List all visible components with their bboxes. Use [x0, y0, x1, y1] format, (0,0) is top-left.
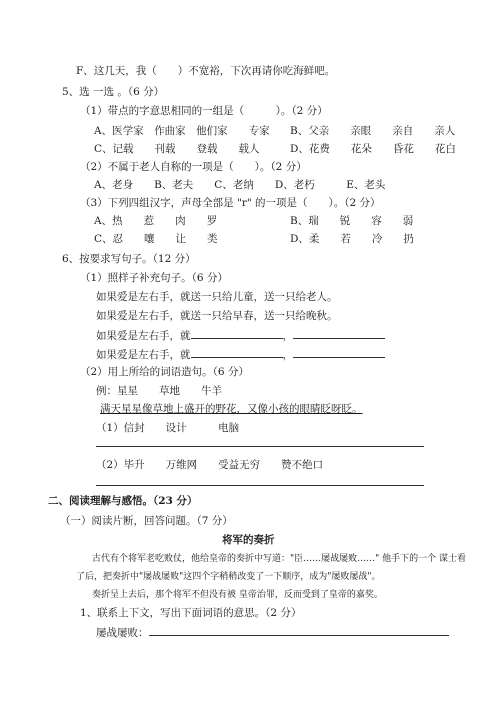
reading-question-1: 1、联系上下文，写出下面词语的意思。（2 分） [80, 607, 302, 619]
part-1-heading: （一）阅读片断，回答问题。（7 分） [60, 515, 233, 527]
option-5-1-b: B、父亲 亲眼 亲自 亲人 [290, 125, 456, 137]
example-line-1: 如果爱是左右手，就送一只给儿童，送一只给老人。 [96, 291, 338, 303]
term-line [96, 625, 449, 640]
option-5-3-d: D、柔 若 冷 扔 [290, 233, 414, 245]
question-6-2-prompt: （2）用上所给的词语造句。（6 分） [80, 366, 249, 378]
answer-blank[interactable] [149, 625, 449, 636]
question-6-1-prompt: （1）照样子补充句子。（6 分） [80, 272, 228, 284]
question-5-1-prompt: （1）带点的字意思相同的一组是（ ）。（2 分） [80, 105, 328, 117]
fill-line-2 [96, 347, 385, 362]
passage-para-1a: 古代有个将军老吃败仗，他给皇帝的奏折中写道："臣……屡战屡败……" 他手下的一个 谋士看 [92, 554, 467, 564]
question-5-2-prompt: （2）不属于老人自称的一项是（ ）。（2 分） [80, 161, 307, 173]
question-6-title: 6、按要求写句子。（12 分） [62, 253, 196, 265]
passage-title: 将军的奏折 [222, 534, 275, 546]
option-5-3-c: C、忍 嚷 让 类 [94, 233, 218, 245]
answer-blank[interactable] [191, 347, 283, 358]
passage-para-2: 奏折呈上去后，那个将军不但没有被 皇帝治罪，反而受到了皇帝的嘉奖。 [92, 590, 383, 600]
fill-line-1 [96, 328, 385, 343]
question-4f: F、这几天，我（ ）不宽裕，下次再请你吃海鲜吧。 [76, 65, 336, 77]
option-5-1-c: C、记载 刊载 登载 载人 [94, 143, 260, 155]
answer-blank[interactable] [293, 328, 385, 339]
passage-para-1b: 了后，把奏折中"屡战屡败"这四个字稍稍改变了一下顺序，成为"屡败屡战"。 [76, 572, 381, 582]
option-5-1-d: D、花费 花朵 昏花 花白 [290, 143, 456, 155]
option-5-3-b: B、瑞 锐 容 弱 [290, 215, 414, 227]
word-group-2: （2）毕升 万维网 受益无穷 赞不绝口 [96, 459, 324, 471]
fill-line-2-text: 如果爱是左右手，就 [96, 349, 191, 361]
word-group-1: （1）信封 设计 电脑 [96, 422, 240, 434]
term-label: 屡战屡败： [96, 627, 149, 639]
answer-line[interactable] [96, 485, 424, 486]
answer-line[interactable] [96, 446, 424, 447]
example-words: 例：星星 草地 牛羊 [96, 385, 222, 397]
answer-blank[interactable] [191, 328, 283, 339]
options-5-2: A、老身 B、老夫 C、老纳 D、老朽 E、老头 [94, 179, 386, 191]
example-line-2: 如果爱是左右手，就送一只给早春，送一只给晚秋。 [96, 310, 338, 322]
option-5-3-a: A、热 惹 肉 罗 [94, 215, 218, 227]
answer-blank[interactable] [293, 347, 385, 358]
question-5-title: 5、选 一选 。（6 分） [62, 86, 165, 98]
section-2-title: 二、阅读理解与感悟。（23 分） [48, 495, 198, 507]
comma: ， [282, 349, 293, 361]
fill-line-1-text: 如果爱是左右手，就 [96, 330, 191, 342]
option-5-1-a: A、医学家 作曲家 他们家 专家 [94, 125, 270, 137]
question-5-3-prompt: （3）下列四组汉字，声母全部是 "r" 的一项是（ ）。（2 分） [80, 197, 381, 209]
comma: ， [282, 330, 293, 342]
example-sentence: 满天星星像草地上盛开的野花，又像小孩的眼睛眨呀眨。 [100, 403, 363, 415]
